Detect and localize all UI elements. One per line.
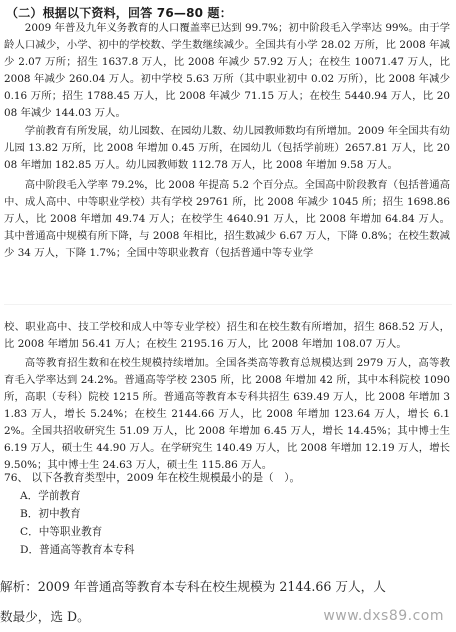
option-b: B．初中教育 <box>20 508 81 520</box>
option-c: C．中等职业教育 <box>20 526 103 538</box>
question-76: 76、 以下各教育类型中，2009 年在校生规模最小的是（ ）。 <box>4 472 301 484</box>
paragraph-higher-education: 高等教育招生数和在校生规模持续增加。全国各类高等教育总规模达到 2979 万人，高等教育毛入学率达到 24.2%。普通高等学校 2305 所，比 2008 年增加 42 所，其中本科院校 1090 所，高职（专科）院校 1215 所。普通高等教育本专科共招生 639.49 万人，比 2008 年增加 31.83 万人，增长 5.24%；在校生 2144.66 万人，比 2008 年增加 123.64 万人，增长 6.12%。全国共招收研究生 51.09 万人，比 2008 年增加 6.45 万人，增长 14.45%；其中博士生 6.19 万人，硕士生 44.90 万人。在学研究生 140.49 万人，比 2008 年增加 12.19 万人，增长 9.50%；其中博士生 24.63 万人，硕士生 115.86 万人。 <box>4 357 454 471</box>
paragraph-vocational-continued: 校、职业高中、技工学校和成人中等专业学校）招生和在校生数有所增加，招生 868.52 万人，比 2008 年增加 56.41 万人；在校生 2195.16 万人，比 2008 年增加 108.07 万人。 <box>4 321 450 350</box>
option-d: D．普通高等教育本专科 <box>20 544 135 556</box>
page-break-gap <box>4 304 452 305</box>
answer-analysis: 解析：2009 年普通高等教育本专科在校生规模为 2144.66 万人，人 数最少，选 D。 <box>0 579 386 624</box>
paragraph-compulsory-education: 2009 年普及九年义务教育的人口覆盖率已达到 99.7%；初中阶段毛入学率达 99%。由于学龄人口减少，小学、初中的学校数、学生数继续减少。全国共有小学 28.02 万所，比 2008 年减少 2.07 万所；招生 1637.8 万人，比 2008 年减少 57.92 万人；在校生 10071.47 万人，比 2008 年减少 260.04 万人。初中学校 5.63 万所（其中职业初中 0.02 万所），比 2008 年减少 0.16 万所；招生 1788.45 万人，比 2008 年减少 71.15 万人；在校生 5440.94 万人，比 2008 年减少 144.03 万人。 <box>4 22 454 119</box>
option-a: A．学前教育 <box>20 490 81 502</box>
paragraph-preschool-education: 学前教育有所发展，幼儿园数、在园幼儿数、幼儿园教师数均有所增加。2009 年全国共有幼儿园 13.82 万所，比 2008 年增加 0.45 万所，在园幼儿（包括学前班）2657.81 万人，比 2008 年增加 182.85 万人。幼儿园教师数 112.78 万人，比 2008 年增加 9.58 万人。 <box>4 125 450 171</box>
site-watermark: www.dxs89.com <box>323 608 444 624</box>
paragraph-high-school-education: 高中阶段毛入学率 79.2%，比 2008 年提高 5.2 个百分点。全国高中阶段教育（包括普通高中、成人高中、中等职业学校）共有学校 29761 所，比 2008 年减少 1045 所；招生 1698.86 万人，比 2008 年增加 49.74 万人；在校学生 4640.91 万人，比 2008 年增加 64.84 万人。其中普通高中规模有所下降，与 2008 年相比，招生数减少 6.67 万人，下降 0.8%；在校生数减少 34 万人，下降 1.7%；全国中等职业教育（包括普通中等专业学 <box>4 179 454 259</box>
section-heading: （二）根据以下资料，回答 76—80 题： <box>6 6 232 20</box>
